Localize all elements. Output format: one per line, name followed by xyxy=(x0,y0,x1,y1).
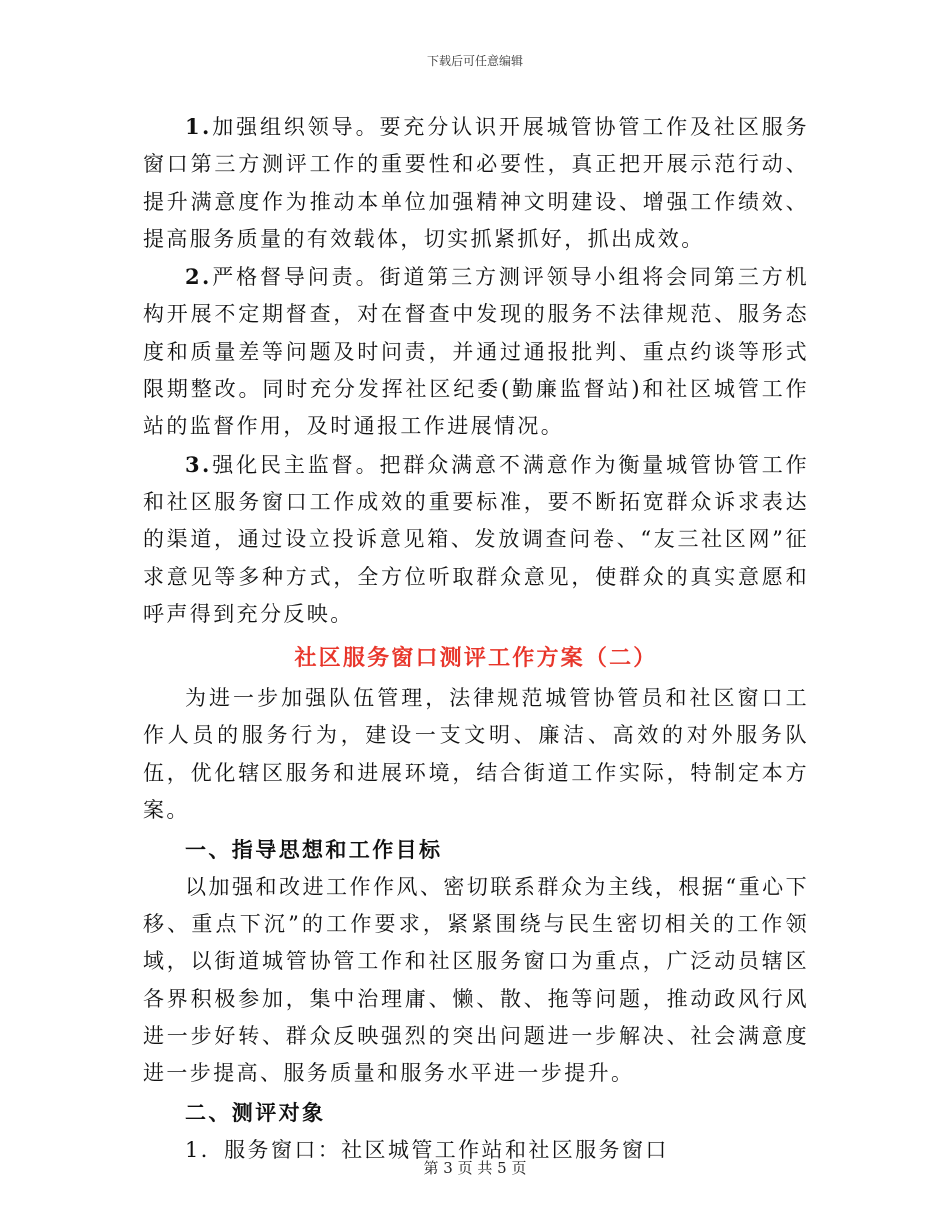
document-body xyxy=(143,108,809,1169)
item-number: 1. xyxy=(185,114,212,139)
page-footer: 第 3 页 共 5 页 xyxy=(423,1159,527,1177)
paragraph-text: 严格督导问责。街道第三方测评领导小组将会同第三方机构开展不定期督查，对在督查中发现的服务不法律规范、服务态度和质量差等问题及时问责，并通过通报批判、重点约谈等形式限期整改。同时充分发挥社区纪委(勤廉监督站)和社区城管工作站的监督作用，及时通报工作进展情况。 xyxy=(143,265,809,439)
paragraph-text: 加强组织领导。要充分认识开展城管协管工作及社区服务窗口第三方测评工作的重要性和必要性，真正把开展示范行动、提升满意度作为推动本单位加强精神文明建设、增强工作绩效、提高服务质量的有效载体，切实抓紧抓好，抓出成效。 xyxy=(143,115,809,251)
heading-guiding-ideology: 一、指导思想和工作目标 xyxy=(185,837,443,863)
paragraph-guiding-ideology: 以加强和改进工作作风、密切联系群众为主线，根据“重心下移、重点下沉”的工作要求，紧紧围绕与民生密切相关的工作领域，以街道城管协管工作和社区服务窗口为重点，广泛动员辖区各界积极参加，集中治理庸、懒、散、拖等问题，推动政风行风进一步好转、群众反映强烈的突出问题进一步解决、社会满意度进一步提高、服务质量和服务水平进一步提升。 xyxy=(143,874,809,1086)
page-header: 下载后可任意编辑 xyxy=(426,54,523,68)
list-item-service-window: 1．服务窗口：社区城管工作站和社区服务窗口 xyxy=(185,1137,669,1162)
intro-paragraph: 为进一步加强队伍管理，法律规范城管协管员和社区窗口工作人员的服务行为，建设一支文明、廉洁、高效的对外服务队伍，优化辖区服务和进展环境，结合街道工作实际，特制定本方案。 xyxy=(143,686,809,823)
section-title: 社区服务窗口测评工作方案（二） xyxy=(294,645,658,672)
paragraph-organization-leadership xyxy=(143,108,809,258)
item-number: 3. xyxy=(185,451,212,477)
paragraph-democratic-supervision xyxy=(143,446,809,633)
item-number: 2. xyxy=(185,264,212,290)
heading-evaluation-objects: 二、测评对象 xyxy=(185,1100,326,1126)
paragraph-supervision-accountability xyxy=(143,258,809,445)
paragraph-text: 强化民主监督。把群众满意不满意作为衡量城管协管工作和社区服务窗口工作成效的重要标准，要不断拓宽群众诉求表达的渠道，通过设立投诉意见箱、发放调查问卷、“友三社区网”征求意见等多种方式，全方位听取群众意见，使群众的真实意愿和呼声得到充分反映。 xyxy=(143,452,809,626)
